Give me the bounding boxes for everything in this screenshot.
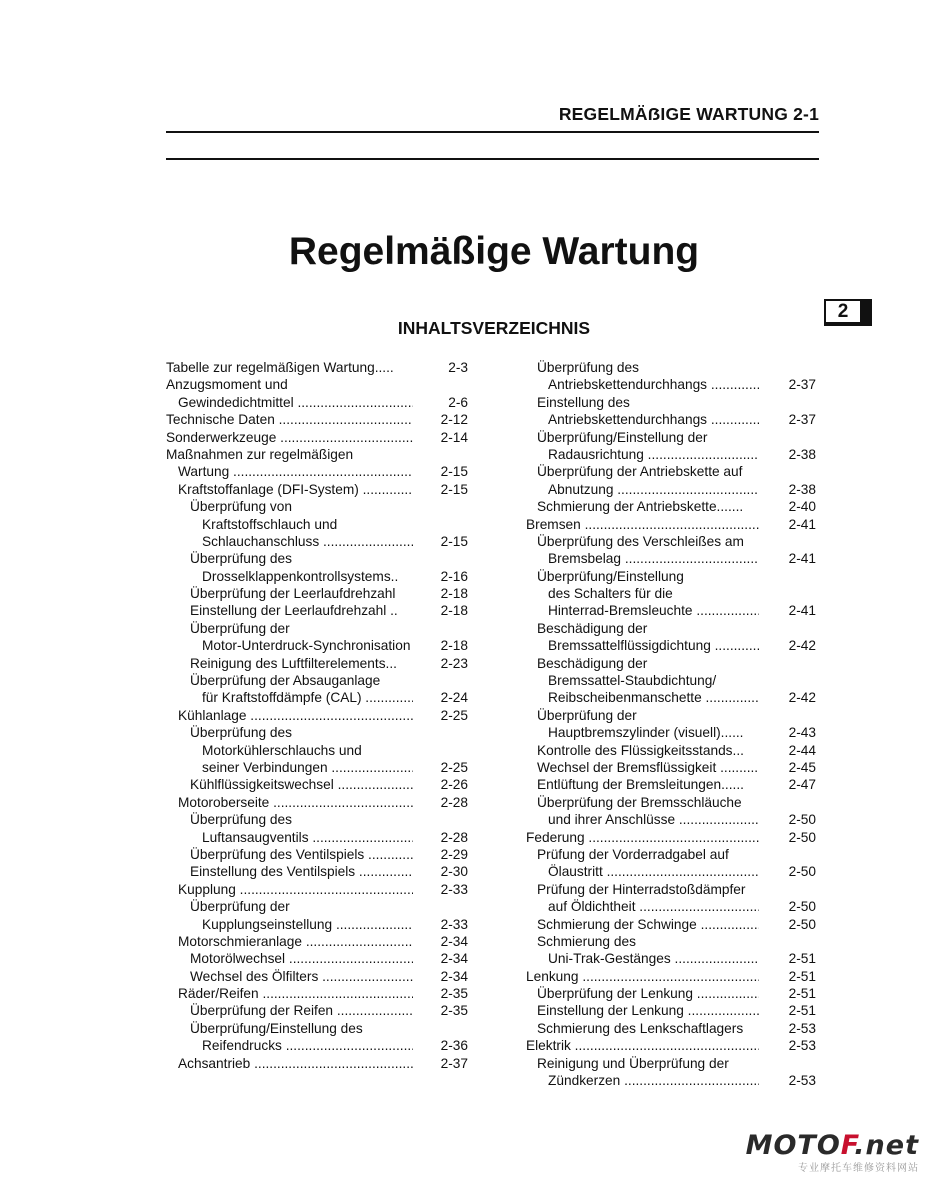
toc-entry [166,516,468,533]
toc-entry [526,533,816,550]
toc-entry [526,1055,816,1072]
toc-entry-title: Zündkerzen ..... [548,1072,759,1089]
toc-entry-title: Wartung ..... [178,463,413,480]
toc-entry-page: 2-53 [788,1020,816,1036]
toc-entry [166,568,468,585]
toc-heading: INHALTSVERZEICHNIS [397,318,591,338]
toc-entry [166,429,468,446]
toc-entry-page: 2-25 [440,707,468,723]
toc-entry-title: Schmierung der Schwinge ..... [537,916,759,933]
toc-column-right [526,359,816,1089]
toc-entry-page: 2-43 [788,725,816,741]
toc-entry [526,933,816,950]
toc-entry [166,376,468,393]
toc-entry-page: 2-23 [440,655,468,671]
toc-entry-title: Achsantrieb ..... [178,1055,413,1072]
toc-entry-page: 2-15 [440,481,468,497]
toc-entry [526,550,816,567]
toc-entry-title: Antriebskettendurchhangs ..... [548,376,759,393]
toc-entry [526,568,816,585]
page-header-title: REGELMÄẞIGE WARTUNG 2-1 [558,104,819,124]
toc-entry [166,655,468,672]
toc-entry [166,759,468,776]
toc-entry-title: Überprüfung des [190,812,292,828]
toc-entry [166,637,468,654]
toc-entry-page: 2-51 [788,986,816,1002]
toc-entry-title: Anzugsmoment und [166,377,288,393]
toc-entry-title: Räder/Reifen ..... [178,985,413,1002]
toc-entry-title: Kontrolle des Flüssigkeitsstands... [537,742,744,758]
toc-entry [166,1055,468,1072]
toc-entry-title: Überprüfung der Leerlaufdrehzahl [190,586,396,602]
toc-entry [526,794,816,811]
toc-entry [166,359,468,376]
toc-entry-title: Überprüfung/Einstellung [537,568,684,584]
toc-entry [166,794,468,811]
toc-entry [526,985,816,1002]
toc-entry [526,359,816,376]
toc-entry-title: Uni-Trak-Gestänges ..... [548,950,759,967]
header-rule-top [166,131,819,133]
toc-entry-title: Kupplung ..... [178,881,413,898]
toc-entry-page: 2-30 [440,864,468,880]
toc-entry-title: Überprüfung der Antriebskette auf [537,464,743,480]
toc-entry-page: 2-50 [788,829,816,845]
toc-entry-page: 2-50 [788,864,816,880]
toc-entry-page: 2-45 [788,759,816,775]
toc-entry-title: Einstellung der Lenkung ..... [537,1002,759,1019]
toc-entry-title: Motor-Unterdruck-Synchronisation [202,638,411,654]
toc-entry-title: Hinterrad-Bremsleuchte ..... [548,602,759,619]
toc-entry-title: Bremssattelflüssigdichtung ..... [548,637,759,654]
toc-entry-page: 2-34 [440,951,468,967]
toc-entry [526,481,816,498]
toc-entry-page: 2-40 [788,499,816,515]
toc-entry-page: 2-36 [440,1038,468,1054]
toc-entry-page: 2-25 [440,759,468,775]
toc-entry [166,689,468,706]
toc-entry-page: 2-42 [788,690,816,706]
toc-entry [526,446,816,463]
toc-entry [526,1037,816,1054]
toc-entry [166,742,468,759]
toc-entry [166,550,468,567]
toc-entry-page: 2-41 [788,551,816,567]
toc-entry [526,672,816,689]
toc-entry [166,533,468,550]
toc-entry-page: 2-41 [788,603,816,619]
watermark [746,1130,919,1174]
toc-entry [526,620,816,637]
toc-entry-title: Maßnahmen zur regelmäßigen [166,446,354,462]
toc-entry [526,655,816,672]
toc-entry [166,672,468,689]
toc-entry-title: Überprüfung der [190,620,290,636]
toc-entry-title: Prüfung der Vorderradgabel auf [537,846,729,862]
toc-entry [166,1002,468,1019]
toc-entry-page: 2-26 [440,777,468,793]
toc-entry-title: Luftansaugventils ..... [202,829,413,846]
toc-entry-page: 2-3 [448,360,468,375]
toc-entry [166,463,468,480]
toc-entry [526,742,816,759]
toc-entry [526,950,816,967]
toc-entry-title: Einstellung der Leerlaufdrehzahl .. [190,603,398,619]
toc-entry [166,411,468,428]
toc-entry-page: 2-42 [788,638,816,654]
toc-entry-page: 2-50 [788,812,816,828]
toc-entry [166,933,468,950]
toc-entry [526,1072,816,1089]
toc-entry [166,898,468,915]
toc-entry-title: Kraftstoffschlauch und [202,516,338,532]
toc-entry-title: Überprüfung/Einstellung der [537,429,708,445]
toc-entry [166,1037,468,1054]
toc-entry [166,724,468,741]
toc-entry-page: 2-15 [440,533,468,549]
toc-entry [166,1020,468,1037]
toc-entry [526,429,816,446]
toc-entry-title: Prüfung der Hinterradstoßdämpfer [537,881,746,897]
toc-entry [526,411,816,428]
toc-entry [526,637,816,654]
toc-entry-title: Überprüfung von [190,499,292,515]
toc-entry-title: Überprüfung des Ventilspiels ..... [190,846,413,863]
toc-entry [526,516,816,533]
toc-entry-title: Kupplungseinstellung ..... [202,916,413,933]
toc-entry-page: 2-38 [788,481,816,497]
toc-entry [526,1020,816,1037]
toc-entry-title: für Kraftstoffdämpfe (CAL) ..... [202,689,413,706]
toc-entry-title: Kühlanlage ..... [178,707,413,724]
toc-entry [166,846,468,863]
toc-entry-title: Überprüfung des [190,551,292,567]
toc-entry-title: Schmierung des Lenkschaftlagers [537,1020,744,1036]
toc-entry-title: Reinigung des Luftfilterelements... [190,655,397,671]
toc-entry-title: Hauptbremszylinder (visuell)...... [548,725,744,741]
toc-entry [526,846,816,863]
toc-entry [526,759,816,776]
toc-entry-page: 2-35 [440,1003,468,1019]
toc-entry-title: Abnutzung ..... [548,481,759,498]
toc-entry [526,898,816,915]
toc-entry-title: Bremsbelag ..... [548,550,759,567]
toc-entry-page: 2-12 [440,412,468,428]
toc-entry-title: Überprüfung der [190,899,290,915]
toc-entry-page: 2-53 [788,1073,816,1089]
toc-entry-page: 2-29 [440,846,468,862]
toc-entry [166,811,468,828]
toc-entry-title: Radausrichtung ..... [548,446,759,463]
toc-entry-title: Bremssattel-Staubdichtung/ [548,673,717,689]
toc-entry-title: Bremsen ..... [526,516,759,533]
toc-entry-page: 2-47 [788,777,816,793]
toc-entry [526,881,816,898]
toc-entry-page: 2-50 [788,899,816,915]
toc-entry-title: Überprüfung der Absauganlage [190,673,381,689]
toc-entry-title: Sonderwerkzeuge ..... [166,429,413,446]
toc-entry-title: Federung ..... [526,829,759,846]
toc-entry-title: Überprüfung der Lenkung ..... [537,985,759,1002]
toc-entry [526,394,816,411]
toc-entry [166,498,468,515]
header-rule-bottom [166,158,819,160]
toc-entry-page: 2-33 [440,881,468,897]
toc-entry-page: 2-18 [440,586,468,602]
toc-entry-title: Drosselklappenkontrollsystems.. [202,568,399,584]
toc-entry-title: Beschädigung der [537,620,648,636]
toc-entry-title: Tabelle zur regelmäßigen Wartung..... [166,360,394,375]
toc-entry-page: 2-28 [440,829,468,845]
toc-column-left [166,359,468,1072]
toc-entry [166,829,468,846]
toc-entry-title: Motoroberseite ..... [178,794,413,811]
toc-entry-page: 2-34 [440,933,468,949]
toc-entry [526,829,816,846]
toc-entry-page: 2-34 [440,968,468,984]
toc-entry [166,950,468,967]
toc-entry-title: Überprüfung des [190,725,292,741]
toc-entry-page: 2-37 [440,1055,468,1071]
toc-entry-page: 2-41 [788,516,816,532]
toc-entry-title: Reifendrucks ..... [202,1037,413,1054]
toc-entry-title: Überprüfung der [537,707,637,723]
toc-entry-title: Reibscheibenmanschette ..... [548,689,759,706]
toc-entry-title: Ölaustritt ..... [548,863,759,880]
toc-entry-page: 2-15 [440,464,468,480]
toc-entry [526,602,816,619]
toc-entry-title: Überprüfung des [537,360,639,375]
toc-entry-title: Lenkung ..... [526,968,759,985]
toc-entry-page: 2-51 [788,951,816,967]
toc-entry [166,985,468,1002]
toc-entry [526,968,816,985]
toc-entry-title: Antriebskettendurchhangs ..... [548,411,759,428]
toc-entry-page: 2-16 [440,568,468,584]
toc-entry-title: Wechsel des Ölfilters ..... [190,968,413,985]
toc-entry-title: Motorölwechsel ..... [190,950,413,967]
toc-entry-title: Motorschmieranlage ..... [178,933,413,950]
toc-entry-title: Reinigung und Überprüfung der [537,1055,729,1071]
toc-entry [526,463,816,480]
toc-entry-title: auf Öldichtheit ..... [548,898,759,915]
toc-entry-title: Überprüfung des Verschleißes am [537,533,744,549]
toc-entry [526,811,816,828]
toc-entry [526,585,816,602]
toc-entry-page: 2-53 [788,1038,816,1054]
toc-entry-title: Beschädigung der [537,655,648,671]
toc-entry-title: seiner Verbindungen ..... [202,759,413,776]
toc-entry-title: und ihrer Anschlüsse ..... [548,811,759,828]
toc-entry-page: 2-24 [440,690,468,706]
toc-entry-page: 2-35 [440,986,468,1002]
toc-entry-page: 2-38 [788,446,816,462]
toc-entry-page: 2-33 [440,916,468,932]
toc-entry [166,863,468,880]
toc-entry [166,620,468,637]
chapter-title: Regelmäßige Wartung [288,230,700,273]
toc-entry-title: Wechsel der Bremsflüssigkeit ..... [537,759,759,776]
toc-entry [166,776,468,793]
toc-entry [526,724,816,741]
toc-entry-title: Kühlflüssigkeitswechsel ..... [190,776,413,793]
toc-entry-title: Kraftstoffanlage (DFI-System) ..... [178,481,413,498]
toc-entry-page: 2-28 [440,794,468,810]
toc-entry-title: Schmierung des [537,933,636,949]
toc-entry [526,689,816,706]
toc-entry-page: 2-6 [448,394,468,410]
toc-entry [526,776,816,793]
toc-entry-page: 2-37 [788,412,816,428]
toc-entry-title: des Schalters für die [548,586,673,602]
toc-entry-title: Einstellung des Ventilspiels ..... [190,863,413,880]
toc-entry [166,585,468,602]
toc-entry [166,481,468,498]
toc-entry [166,916,468,933]
toc-entry-title: Überprüfung/Einstellung des [190,1020,363,1036]
toc-entry [166,602,468,619]
watermark-logo: MOTOF.net [745,1130,919,1161]
toc-entry-title: Überprüfung der Reifen ..... [190,1002,413,1019]
toc-entry-title: Schmierung der Antriebskette....... [537,499,744,515]
toc-entry-page: 2-51 [788,968,816,984]
toc-entry [526,707,816,724]
toc-entry-title: Motorkühlerschlauchs und [202,742,362,758]
watermark-tagline: 专业摩托车维修资料网站 [798,1163,919,1174]
toc-entry [166,707,468,724]
toc-entry [526,916,816,933]
toc-entry-title: Einstellung des [537,394,630,410]
chapter-tab-number: 2 [826,301,860,322]
toc-entry [526,376,816,393]
toc-entry [166,446,468,463]
toc-entry [526,498,816,515]
toc-entry [166,968,468,985]
toc-entry [166,881,468,898]
toc-entry-page: 2-51 [788,1003,816,1019]
toc-entry-title: Entlüftung der Bremsleitungen...... [537,777,744,793]
toc-entry-page: 2-18 [440,603,468,619]
toc-entry-page: 2-50 [788,916,816,932]
toc-entry-page: 2-14 [440,429,468,445]
toc-entry-page: 2-18 [440,638,468,654]
toc-entry-title: Elektrik ..... [526,1037,759,1054]
toc-entry-title: Überprüfung der Bremsschläuche [537,794,742,810]
toc-entry [166,394,468,411]
toc-entry-title: Schlauchanschluss ..... [202,533,413,550]
toc-entry [526,863,816,880]
toc-entry [526,1002,816,1019]
toc-entry-title: Technische Daten ..... [166,411,413,428]
toc-entry-page: 2-44 [788,742,816,758]
toc-entry-title: Gewindedichtmittel ..... [178,394,413,411]
toc-entry-page: 2-37 [788,377,816,393]
